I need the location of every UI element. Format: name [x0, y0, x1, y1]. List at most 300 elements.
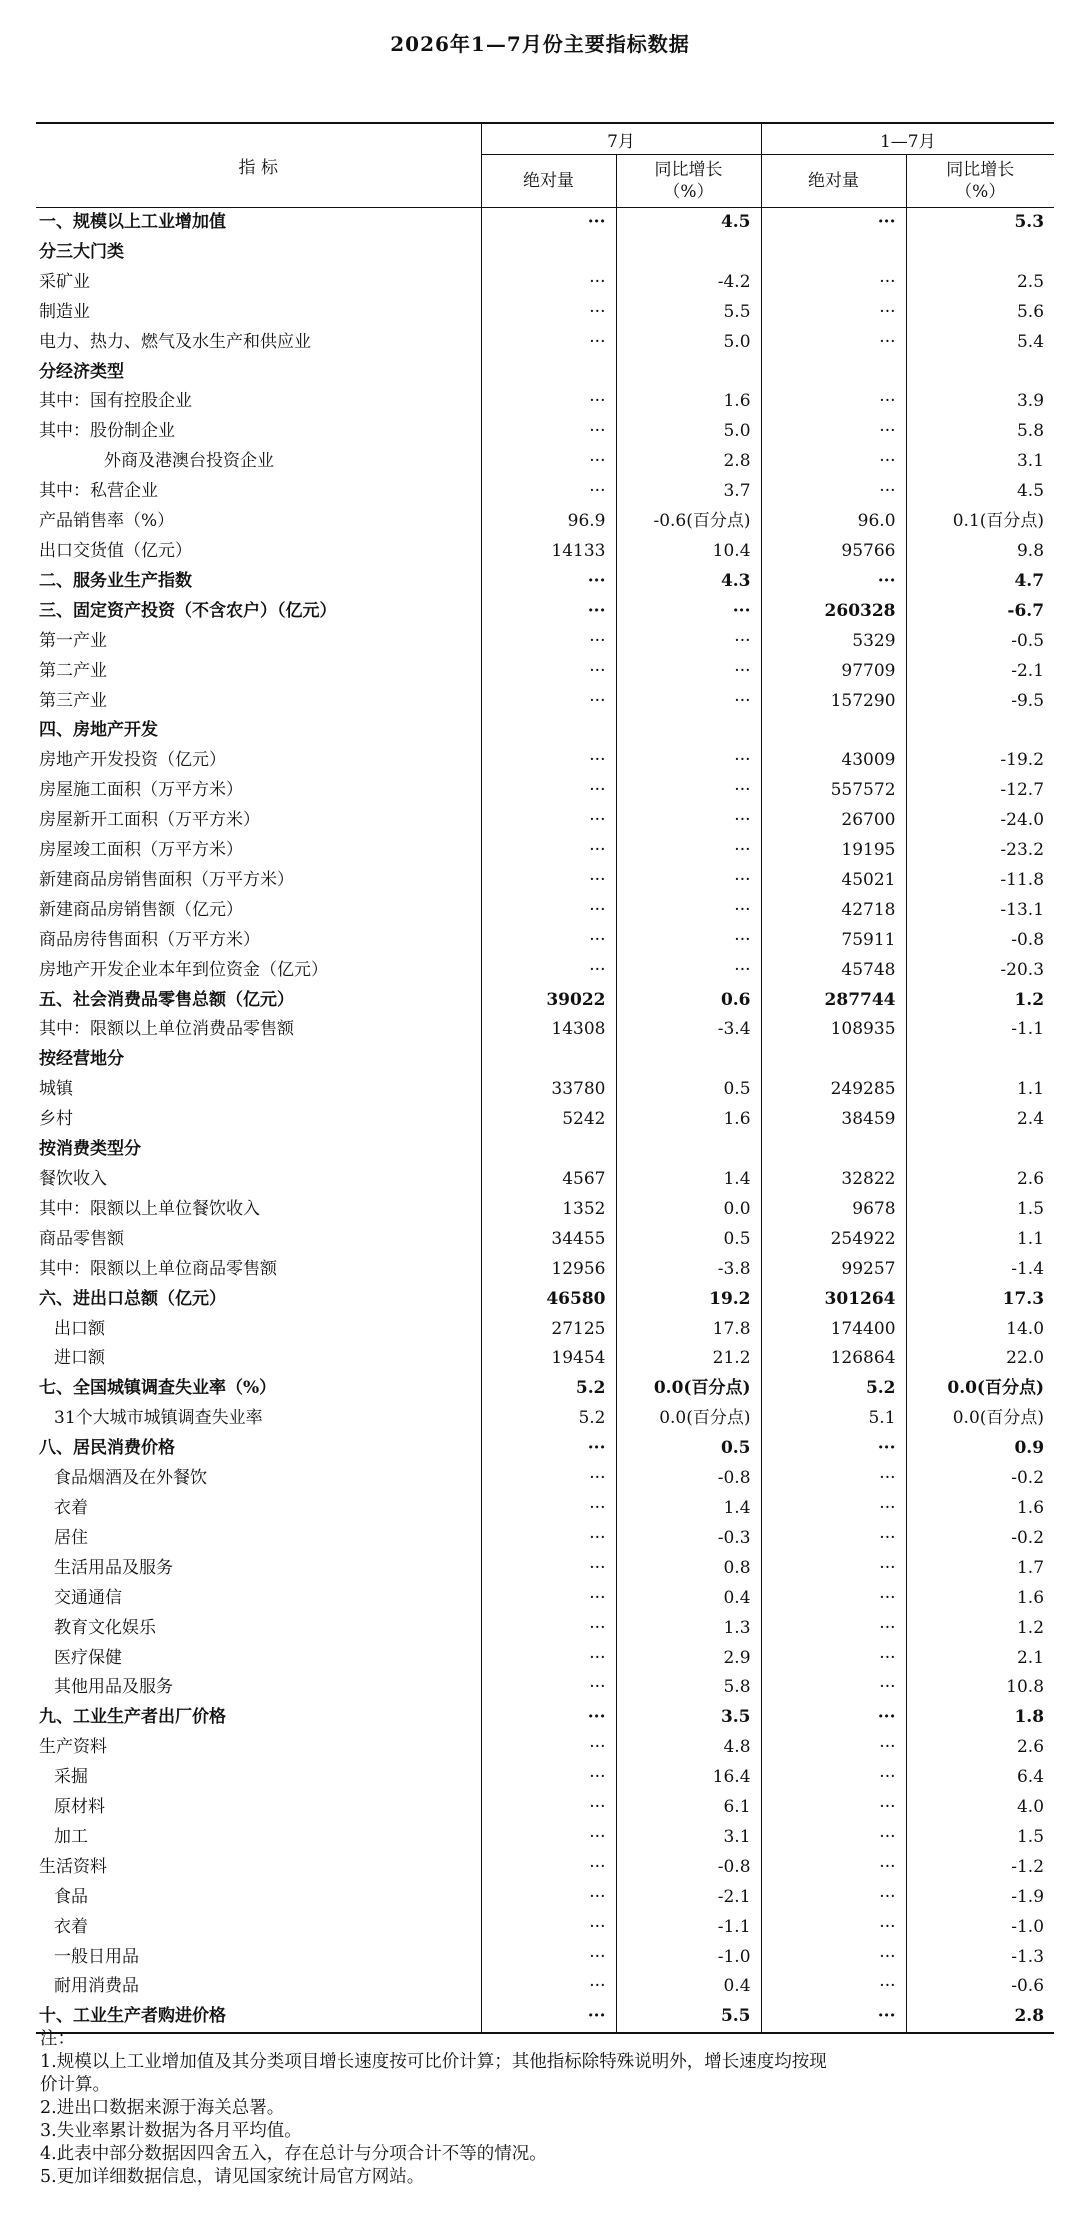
cell-july-yoy: 5.8: [616, 1673, 761, 1703]
cell-janjul-yoy: -0.8: [906, 926, 1054, 956]
cell-janjul-abs: 75911: [761, 926, 906, 956]
cell-janjul-yoy: 5.6: [906, 298, 1054, 328]
table-row: [36, 387, 1054, 417]
row-indicator-name: 其中：股份制企业: [39, 421, 175, 442]
cell-janjul-abs: [761, 358, 906, 388]
cell-july-yoy: -0.3: [616, 1524, 761, 1554]
row-indicator-name: 其中：限额以上单位商品零售额: [39, 1258, 277, 1279]
row-indicator-name: 采掘: [54, 1767, 88, 1788]
cell-janjul-yoy: 5.4: [906, 328, 1054, 358]
cell-july-abs: ···: [481, 627, 616, 657]
row-indicator-name: 乡村: [39, 1109, 73, 1130]
cell-janjul-yoy: -9.5: [906, 687, 1054, 717]
cell-july-yoy: ···: [616, 866, 761, 896]
cell-janjul-yoy: -24.0: [906, 806, 1054, 836]
cell-july-yoy: 0.6: [616, 986, 761, 1016]
cell-janjul-yoy: -0.2: [906, 1524, 1054, 1554]
cell-july-yoy: -0.8: [616, 1464, 761, 1494]
table-row: [36, 716, 1054, 746]
row-indicator-name: 餐饮收入: [39, 1169, 107, 1189]
cell-janjul-yoy: [906, 358, 1054, 388]
cell-july-yoy: ···: [616, 597, 761, 627]
cell-janjul-yoy: [906, 238, 1054, 268]
cell-janjul-abs: 96.0: [761, 507, 906, 537]
footnote-line: 价计算。: [40, 2075, 110, 2095]
cell-janjul-yoy: 5.8: [906, 417, 1054, 447]
row-indicator-name: 居住: [54, 1527, 88, 1548]
cell-janjul-abs: 301264: [761, 1285, 906, 1315]
cell-janjul-yoy: 0.1(百分点): [906, 507, 1054, 537]
cell-july-yoy: ···: [616, 896, 761, 926]
footnote-line: 5.更加详细数据信息，请见国家统计局官方网站。: [40, 2167, 425, 2187]
cell-july-abs: 5.2: [481, 1404, 616, 1434]
cell-janjul-yoy: -1.4: [906, 1255, 1054, 1285]
cell-janjul-abs: 45021: [761, 866, 906, 896]
cell-july-yoy: 3.7: [616, 477, 761, 507]
cell-july-yoy: 4.8: [616, 1733, 761, 1763]
cell-janjul-yoy: -1.3: [906, 1943, 1054, 1973]
cell-july-yoy: 3.5: [616, 1703, 761, 1733]
table-row: [36, 1165, 1054, 1195]
footnote-line: 2.进出口数据来源于海关总署。: [40, 2098, 285, 2118]
cell-janjul-yoy: -6.7: [906, 597, 1054, 627]
cell-july-abs: ···: [481, 956, 616, 986]
row-indicator-name: 31个大城市城镇调查失业率: [54, 1408, 263, 1429]
cell-janjul-abs: ···: [761, 328, 906, 358]
cell-janjul-yoy: -0.5: [906, 627, 1054, 657]
table-row: [36, 1644, 1054, 1674]
cell-july-yoy: ···: [616, 776, 761, 806]
row-indicator-name: 第三产业: [39, 690, 107, 711]
table-row: [36, 268, 1054, 298]
cell-july-yoy: 0.4: [616, 1972, 761, 2002]
cell-july-yoy: -0.6(百分点): [616, 507, 761, 537]
cell-janjul-abs: ···: [761, 1733, 906, 1763]
cell-janjul-yoy: 1.5: [906, 1195, 1054, 1225]
cell-july-abs: ···: [481, 1614, 616, 1644]
cell-july-abs: ···: [481, 1464, 616, 1494]
cell-july-yoy: 1.4: [616, 1165, 761, 1195]
cell-july-yoy: 1.4: [616, 1494, 761, 1524]
table-row: [36, 1823, 1054, 1853]
cell-july-yoy: 6.1: [616, 1793, 761, 1823]
cell-janjul-yoy: 1.7: [906, 1554, 1054, 1584]
cell-janjul-abs: [761, 716, 906, 746]
table-row: [36, 1374, 1054, 1404]
row-indicator-name: 教育文化娱乐: [54, 1617, 156, 1638]
table-row: [36, 926, 1054, 956]
row-indicator-name: 一、规模以上工业增加值: [39, 212, 226, 232]
row-indicator-name: 交通通信: [54, 1587, 122, 1608]
table-row: [36, 1135, 1054, 1165]
cell-july-yoy: 5.5: [616, 2002, 761, 2033]
cell-july-abs: [481, 1135, 616, 1165]
cell-july-yoy: ···: [616, 956, 761, 986]
cell-janjul-yoy: 4.0: [906, 1793, 1054, 1823]
table-row: [36, 477, 1054, 507]
cell-janjul-yoy: 1.2: [906, 986, 1054, 1016]
cell-july-yoy: ···: [616, 687, 761, 717]
cell-july-yoy: -3.4: [616, 1015, 761, 1045]
cell-july-yoy: [616, 1045, 761, 1075]
footnote-heading: 注：: [40, 2029, 75, 2049]
cell-janjul-yoy: -1.9: [906, 1883, 1054, 1913]
cell-july-yoy: -0.8: [616, 1853, 761, 1883]
cell-july-abs: ···: [481, 1853, 616, 1883]
cell-july-yoy: ···: [616, 746, 761, 776]
cell-janjul-abs: 5.1: [761, 1404, 906, 1434]
cell-janjul-yoy: 2.1: [906, 1644, 1054, 1674]
row-indicator-name: 新建商品房销售额（亿元）: [39, 899, 243, 920]
cell-janjul-abs: ···: [761, 447, 906, 477]
cell-july-yoy: 19.2: [616, 1285, 761, 1315]
cell-janjul-yoy: 14.0: [906, 1315, 1054, 1345]
cell-janjul-abs: 95766: [761, 537, 906, 567]
cell-july-yoy: 1.6: [616, 1105, 761, 1135]
table-row: [36, 1763, 1054, 1793]
row-indicator-name: 九、工业生产者出厂价格: [39, 1707, 226, 1728]
row-indicator-name: 城镇: [39, 1079, 73, 1100]
row-indicator-name: 衣着: [54, 1916, 88, 1937]
row-indicator-name: 二、服务业生产指数: [39, 570, 192, 591]
cell-july-yoy: 0.0: [616, 1195, 761, 1225]
cell-july-abs: ···: [481, 1494, 616, 1524]
cell-july-yoy: ···: [616, 836, 761, 866]
row-indicator-name: 六、进出口总额（亿元）: [39, 1288, 226, 1309]
indicator-table: [36, 122, 1054, 2034]
cell-janjul-abs: 97709: [761, 657, 906, 687]
footnotes: [40, 2028, 1050, 2189]
footnote-line: 4.此表中部分数据因四舍五入，存在总计与分项合计不等的情况。: [40, 2144, 547, 2164]
cell-janjul-abs: 174400: [761, 1315, 906, 1345]
cell-janjul-abs: ···: [761, 477, 906, 507]
row-indicator-name: 新建商品房销售面积（万平方米）: [39, 869, 294, 890]
cell-janjul-yoy: 1.1: [906, 1225, 1054, 1255]
cell-janjul-yoy: 1.2: [906, 1614, 1054, 1644]
table-row: [36, 328, 1054, 358]
cell-july-abs: ···: [481, 776, 616, 806]
cell-july-yoy: 1.3: [616, 1614, 761, 1644]
table-row: [36, 1434, 1054, 1464]
table-header: [36, 123, 1054, 208]
cell-july-yoy: -3.8: [616, 1255, 761, 1285]
row-indicator-name: 制造业: [39, 301, 90, 322]
cell-janjul-abs: ···: [761, 1853, 906, 1883]
cell-janjul-abs: 38459: [761, 1105, 906, 1135]
row-indicator-name: 原材料: [54, 1797, 105, 1818]
cell-july-yoy: 5.0: [616, 417, 761, 447]
cell-janjul-yoy: 1.8: [906, 1703, 1054, 1733]
cell-janjul-abs: 260328: [761, 597, 906, 627]
cell-july-yoy: ···: [616, 926, 761, 956]
cell-july-abs: ···: [481, 1943, 616, 1973]
cell-janjul-abs: 108935: [761, 1015, 906, 1045]
cell-janjul-abs: ···: [761, 1763, 906, 1793]
cell-july-yoy: ···: [616, 657, 761, 687]
cell-janjul-abs: ···: [761, 1703, 906, 1733]
table-row: [36, 1464, 1054, 1494]
cell-july-yoy: 21.2: [616, 1344, 761, 1374]
cell-janjul-abs: 557572: [761, 776, 906, 806]
cell-july-yoy: [616, 238, 761, 268]
table-row: [36, 208, 1054, 238]
cell-july-abs: ···: [481, 387, 616, 417]
cell-janjul-yoy: -0.6: [906, 1972, 1054, 2002]
table-row: [36, 537, 1054, 567]
table-row: [36, 1255, 1054, 1285]
row-indicator-name: 房屋施工面积（万平方米）: [39, 780, 243, 801]
cell-janjul-yoy: -23.2: [906, 836, 1054, 866]
footnote-line: 3.失业率累计数据为各月平均值。: [40, 2121, 302, 2141]
cell-janjul-yoy: 2.8: [906, 2002, 1054, 2033]
cell-janjul-yoy: 1.6: [906, 1584, 1054, 1614]
cell-janjul-yoy: 1.5: [906, 1823, 1054, 1853]
cell-july-abs: ···: [481, 1584, 616, 1614]
cell-janjul-yoy: 1.6: [906, 1494, 1054, 1524]
cell-janjul-abs: ···: [761, 1614, 906, 1644]
cell-janjul-abs: 249285: [761, 1075, 906, 1105]
cell-janjul-abs: 42718: [761, 896, 906, 926]
row-indicator-name: 按消费类型分: [39, 1139, 141, 1160]
table-row: [36, 1225, 1054, 1255]
cell-janjul-yoy: 2.6: [906, 1165, 1054, 1195]
cell-july-abs: ···: [481, 1913, 616, 1943]
cell-janjul-yoy: -1.2: [906, 1853, 1054, 1883]
table-row: [36, 298, 1054, 328]
table-row: [36, 1972, 1054, 2002]
cell-july-abs: 5.2: [481, 1374, 616, 1404]
cell-janjul-yoy: 22.0: [906, 1344, 1054, 1374]
row-indicator-name: 七、全国城镇调查失业率（%）: [39, 1378, 277, 1399]
table-row: [36, 1554, 1054, 1584]
cell-july-abs: ···: [481, 567, 616, 597]
row-indicator-name: 分三大门类: [39, 241, 124, 262]
cell-july-abs: ···: [481, 1883, 616, 1913]
cell-janjul-yoy: 10.8: [906, 1673, 1054, 1703]
cell-july-abs: ···: [481, 447, 616, 477]
table-row: [36, 447, 1054, 477]
cell-janjul-abs: 43009: [761, 746, 906, 776]
table-row: [36, 417, 1054, 447]
cell-janjul-yoy: -2.1: [906, 657, 1054, 687]
cell-janjul-abs: ···: [761, 1943, 906, 1973]
table-row: [36, 896, 1054, 926]
cell-janjul-abs: ···: [761, 1584, 906, 1614]
table-body: [36, 208, 1054, 2034]
cell-janjul-abs: 287744: [761, 986, 906, 1016]
cell-july-abs: ···: [481, 477, 616, 507]
cell-janjul-abs: ···: [761, 1494, 906, 1524]
row-indicator-name: 进口额: [54, 1348, 105, 1369]
cell-july-yoy: 0.5: [616, 1225, 761, 1255]
cell-july-yoy: 0.8: [616, 1554, 761, 1584]
cell-janjul-yoy: 0.0(百分点): [906, 1404, 1054, 1434]
table-row: [36, 597, 1054, 627]
row-indicator-name: 第二产业: [39, 660, 107, 681]
cell-july-abs: [481, 238, 616, 268]
cell-janjul-abs: ···: [761, 567, 906, 597]
table-row: [36, 1883, 1054, 1913]
cell-july-abs: 39022: [481, 986, 616, 1016]
cell-janjul-yoy: 5.3: [906, 208, 1054, 238]
table-row: [36, 866, 1054, 896]
header-janjul-yoy: 同比增长 （%）: [906, 155, 1054, 208]
cell-july-yoy: [616, 716, 761, 746]
cell-janjul-abs: ···: [761, 1913, 906, 1943]
cell-july-abs: 12956: [481, 1255, 616, 1285]
row-indicator-name: 衣着: [54, 1497, 88, 1518]
cell-july-abs: ···: [481, 806, 616, 836]
cell-janjul-abs: 5.2: [761, 1374, 906, 1404]
row-indicator-name: 生活用品及服务: [54, 1557, 173, 1578]
cell-janjul-abs: ···: [761, 1793, 906, 1823]
cell-july-abs: ···: [481, 657, 616, 687]
cell-janjul-abs: ···: [761, 298, 906, 328]
cell-janjul-abs: 45748: [761, 956, 906, 986]
header-july-abs: 绝对量: [481, 155, 616, 208]
cell-janjul-yoy: 0.9: [906, 1434, 1054, 1464]
row-indicator-name: 三、固定资产投资（不含农户）（亿元）: [39, 600, 337, 621]
table-row: [36, 1015, 1054, 1045]
cell-janjul-abs: 157290: [761, 687, 906, 717]
row-indicator-name: 分经济类型: [39, 361, 124, 382]
row-indicator-name: 八、居民消费价格: [39, 1438, 175, 1459]
cell-july-yoy: -1.1: [616, 1913, 761, 1943]
cell-janjul-abs: ···: [761, 1464, 906, 1494]
cell-july-abs: ···: [481, 866, 616, 896]
row-indicator-name: 其中：限额以上单位餐饮收入: [39, 1198, 260, 1219]
cell-july-abs: 14308: [481, 1015, 616, 1045]
cell-janjul-yoy: -20.3: [906, 956, 1054, 986]
table-row: [36, 567, 1054, 597]
table-row: [36, 1733, 1054, 1763]
row-indicator-name: 房屋竣工面积（万平方米）: [39, 840, 243, 861]
cell-july-yoy: -1.0: [616, 1943, 761, 1973]
cell-july-abs: [481, 358, 616, 388]
row-indicator-name: 加工: [54, 1826, 88, 1847]
cell-july-abs: ···: [481, 208, 616, 238]
table-row: [36, 1524, 1054, 1554]
cell-janjul-yoy: 4.7: [906, 567, 1054, 597]
row-indicator-name: 房地产开发企业本年到位资金（亿元）: [39, 959, 328, 980]
cell-july-abs: ···: [481, 836, 616, 866]
table-row: [36, 657, 1054, 687]
cell-july-abs: ···: [481, 597, 616, 627]
cell-janjul-abs: ···: [761, 268, 906, 298]
row-indicator-name: 医疗保健: [54, 1647, 122, 1668]
row-indicator-name: 电力、热力、燃气及水生产和供应业: [39, 331, 311, 352]
cell-july-yoy: 0.0(百分点): [616, 1374, 761, 1404]
cell-july-yoy: 0.5: [616, 1434, 761, 1464]
cell-janjul-yoy: -12.7: [906, 776, 1054, 806]
cell-july-abs: ···: [481, 268, 616, 298]
cell-janjul-abs: 9678: [761, 1195, 906, 1225]
row-indicator-name: 食品烟酒及在外餐饮: [54, 1468, 207, 1489]
row-indicator-name: 十、工业生产者购进价格: [36, 2002, 481, 2033]
cell-janjul-yoy: 3.9: [906, 387, 1054, 417]
row-indicator-name: 其他用品及服务: [54, 1677, 173, 1698]
cell-janjul-abs: 19195: [761, 836, 906, 866]
table-row: [36, 1344, 1054, 1374]
table-row: [36, 836, 1054, 866]
table-row: [36, 776, 1054, 806]
cell-janjul-yoy: 9.8: [906, 537, 1054, 567]
cell-july-abs: ···: [481, 1524, 616, 1554]
cell-janjul-yoy: -0.2: [906, 1464, 1054, 1494]
cell-july-yoy: 10.4: [616, 537, 761, 567]
cell-janjul-yoy: 2.5: [906, 268, 1054, 298]
cell-janjul-yoy: 4.5: [906, 477, 1054, 507]
cell-janjul-yoy: -11.8: [906, 866, 1054, 896]
cell-july-yoy: 16.4: [616, 1763, 761, 1793]
cell-july-yoy: 3.1: [616, 1823, 761, 1853]
cell-janjul-abs: [761, 1045, 906, 1075]
cell-july-abs: 19454: [481, 1344, 616, 1374]
page-title: 2026年1—7月份主要指标数据: [390, 32, 690, 56]
row-indicator-name: 房地产开发投资（亿元）: [39, 750, 226, 771]
cell-july-abs: ···: [481, 417, 616, 447]
header-july-yoy: 同比增长 （%）: [616, 155, 761, 208]
table-row: [36, 358, 1054, 388]
cell-janjul-yoy: [906, 1045, 1054, 1075]
table-row: [36, 1045, 1054, 1075]
cell-july-yoy: 17.8: [616, 1315, 761, 1345]
cell-july-yoy: 5.0: [616, 328, 761, 358]
row-indicator-name: 按经营地分: [39, 1049, 124, 1070]
cell-janjul-yoy: -13.1: [906, 896, 1054, 926]
cell-july-abs: ···: [481, 1673, 616, 1703]
row-indicator-name: 其中：私营企业: [39, 481, 158, 502]
cell-july-abs: ···: [481, 1793, 616, 1823]
cell-janjul-abs: [761, 1135, 906, 1165]
cell-july-abs: ···: [481, 1823, 616, 1853]
cell-july-abs: ···: [481, 687, 616, 717]
row-indicator-name: 一般日用品: [54, 1946, 139, 1967]
table-row: [36, 1285, 1054, 1315]
row-indicator-name: 耐用消费品: [54, 1976, 139, 1997]
cell-janjul-yoy: 3.1: [906, 447, 1054, 477]
cell-july-abs: 5242: [481, 1105, 616, 1135]
table-row: [36, 1584, 1054, 1614]
cell-july-abs: [481, 1045, 616, 1075]
table-row: [36, 238, 1054, 268]
table-row: [36, 1913, 1054, 1943]
cell-july-abs: 1352: [481, 1195, 616, 1225]
cell-janjul-yoy: 17.3: [906, 1285, 1054, 1315]
cell-janjul-yoy: -1.0: [906, 1913, 1054, 1943]
cell-janjul-abs: 254922: [761, 1225, 906, 1255]
cell-july-yoy: ···: [616, 627, 761, 657]
table-row: [36, 1853, 1054, 1883]
cell-janjul-abs: ···: [761, 1823, 906, 1853]
table-row: [36, 507, 1054, 537]
table-row: [36, 687, 1054, 717]
header-group-july: 7月: [481, 123, 761, 155]
row-indicator-name: 五、社会消费品零售总额（亿元）: [39, 989, 294, 1010]
cell-janjul-abs: ···: [761, 1644, 906, 1674]
cell-july-yoy: -4.2: [616, 268, 761, 298]
row-indicator-name: 外商及港澳台投资企业: [104, 451, 274, 472]
table-row: [36, 1494, 1054, 1524]
row-indicator-name: 出口交货值（亿元）: [39, 540, 192, 561]
table-row: [36, 1793, 1054, 1823]
cell-janjul-yoy: -19.2: [906, 746, 1054, 776]
row-indicator-name: 生产资料: [39, 1737, 107, 1758]
cell-janjul-abs: ···: [761, 387, 906, 417]
row-indicator-name: 采矿业: [39, 271, 90, 292]
cell-janjul-abs: ···: [761, 1524, 906, 1554]
table-row: [36, 746, 1054, 776]
